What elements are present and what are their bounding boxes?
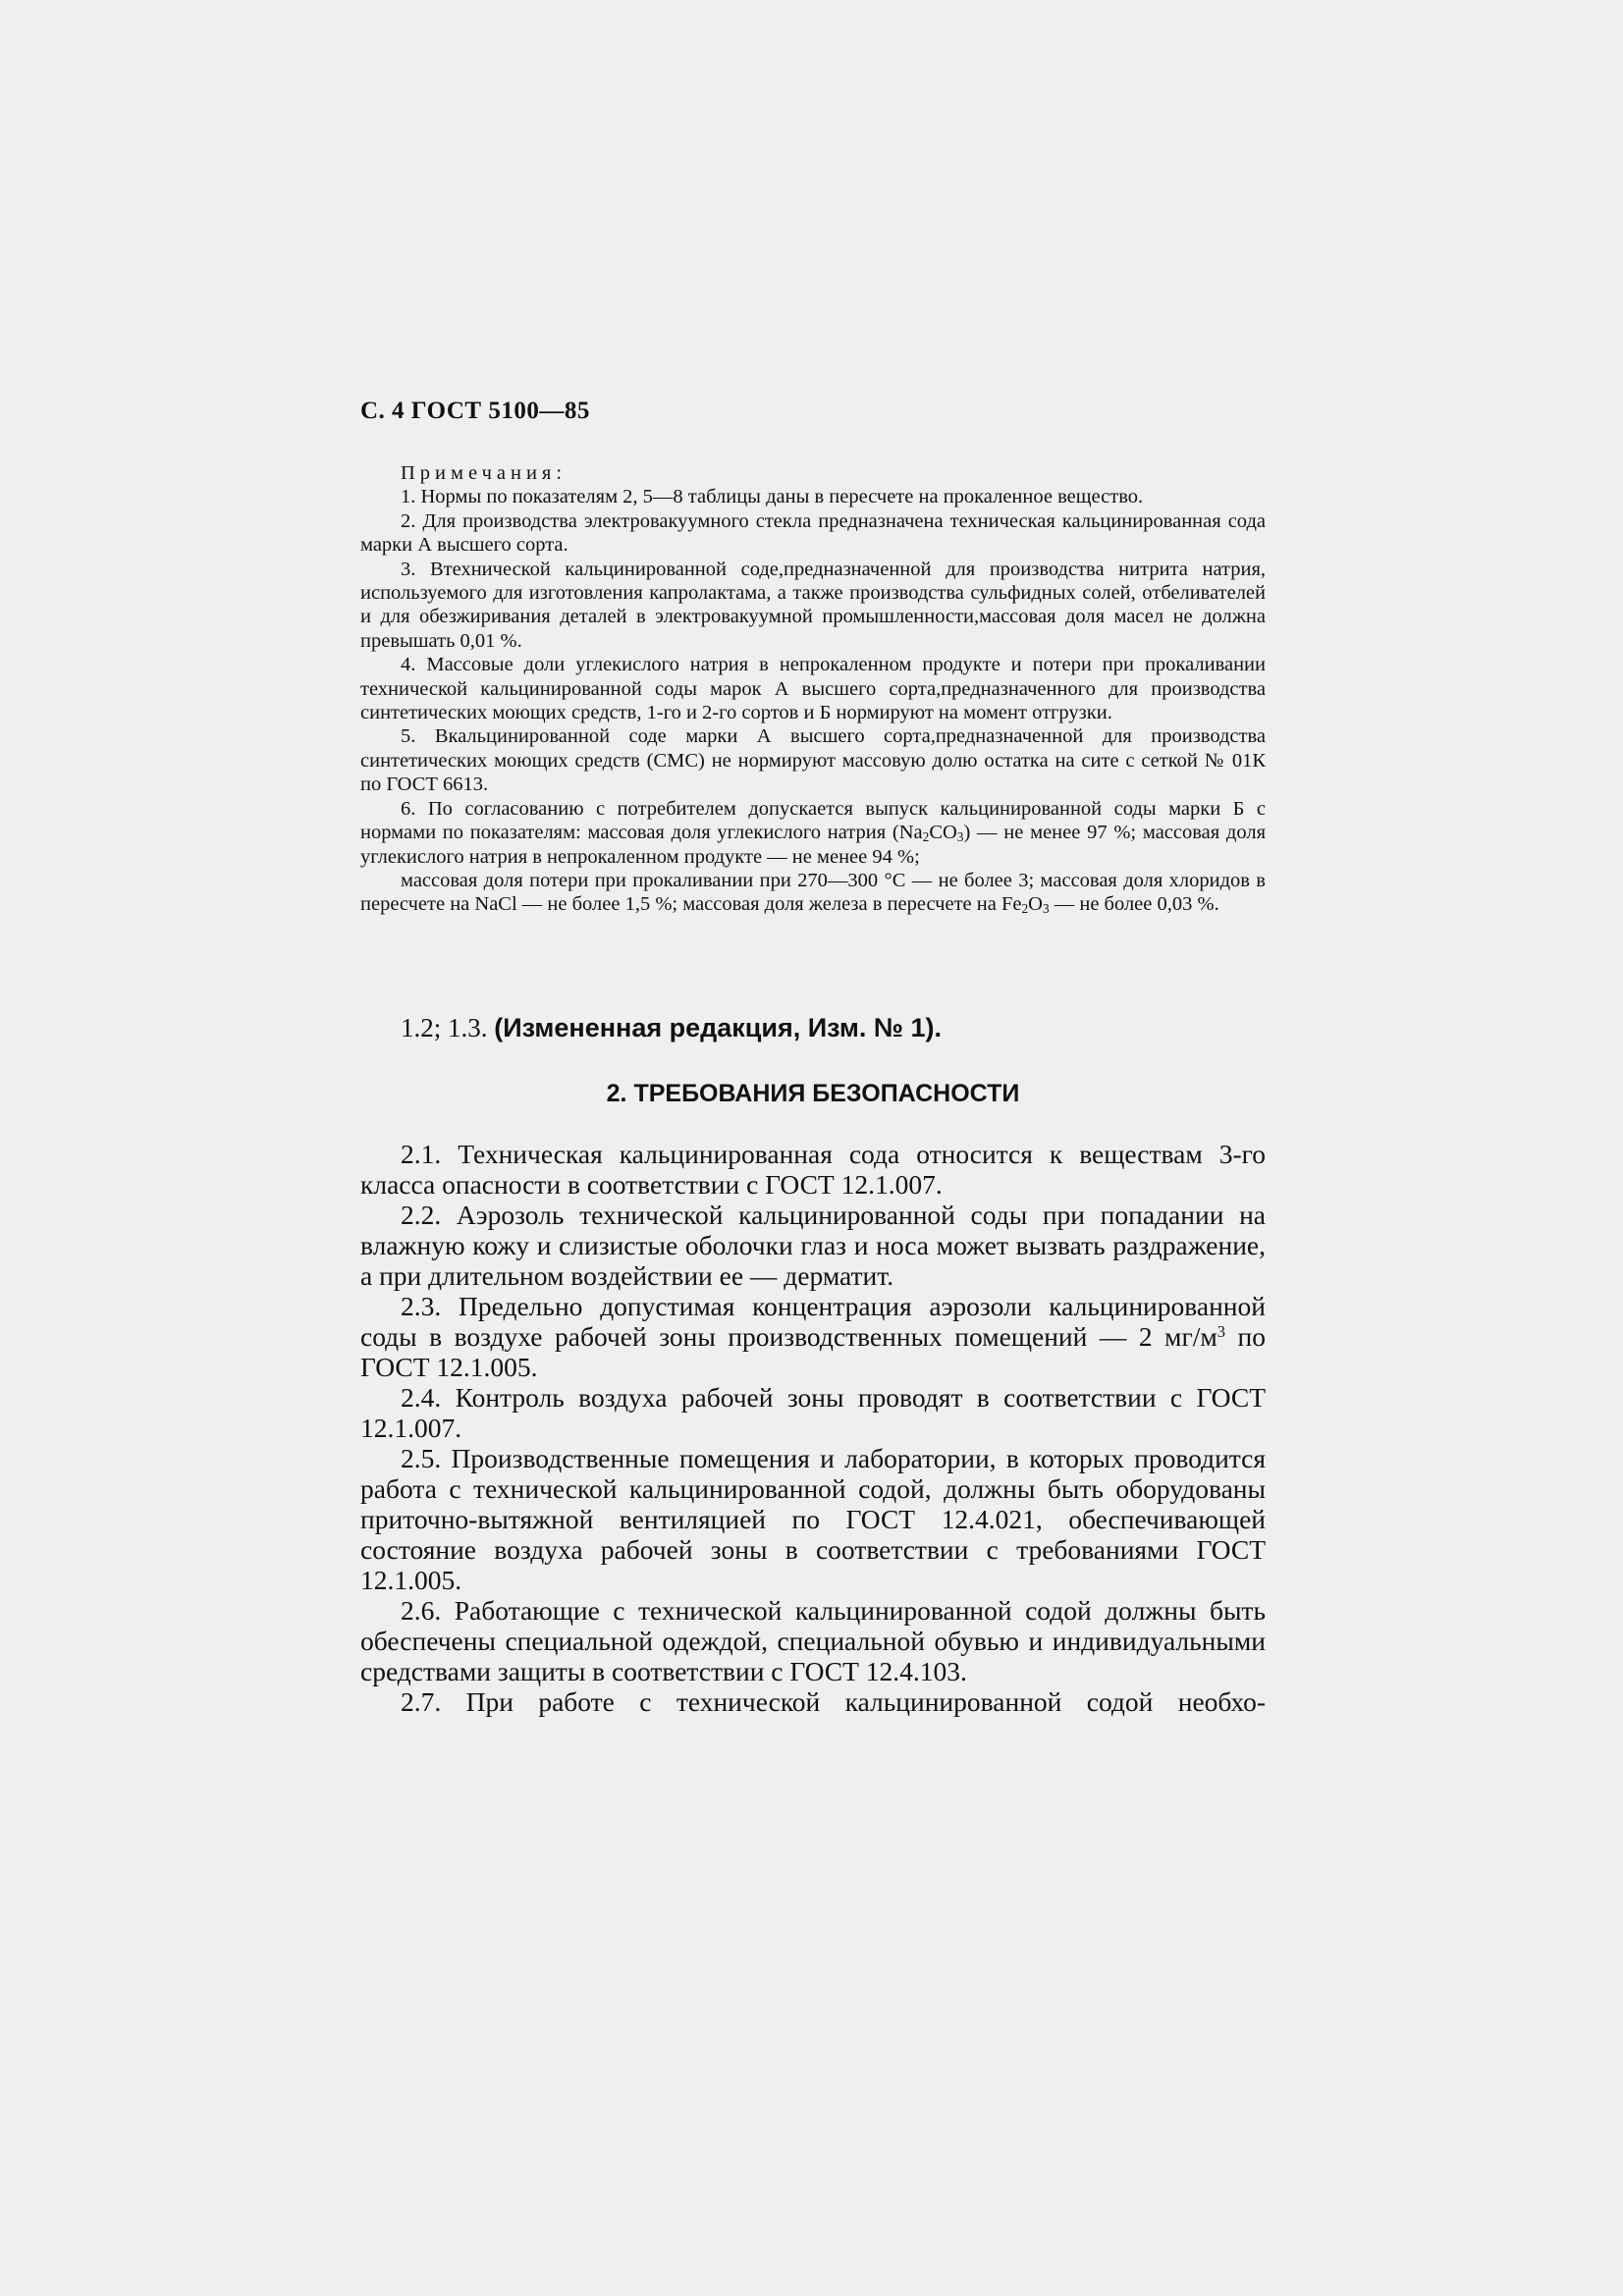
amendment-line [401, 1011, 942, 1044]
notes-title: Примечания: [401, 462, 568, 484]
note-3: 3. Втехнической кальцинированной соде,предназначенной для производства нитрита натрия, используемого для изготовления капролактама, а также производства сульфидных солей, отбеливателей и для обезжиривания деталей в электровакуумной промышленности,массовая доля масел не должна превышать 0,01 %. [360, 558, 1266, 652]
note-1: 1. Нормы по показателям 2, 5—8 таблицы даны в пересчете на прокаленное вещество. [401, 486, 1144, 508]
note-6-cont-sub-2: 3 [1042, 901, 1050, 917]
note-6-continuation [360, 869, 1266, 917]
paragraph-2-5: 2.5. Производственные помещения и лаборатории, в которых проводится работа с технической кальцинированной содой, должны быть оборудованы приточно-вытяжной вентиляцией по ГОСТ 12.4.021, обеспечивающей состояние воздуха рабочей зоны в соответствии с требованиями ГОСТ 12.1.005. [360, 1443, 1266, 1595]
note-6-cont-text-c: — не более 0,03 %. [1049, 893, 1219, 916]
paragraph-2-2: 2.2. Аэрозоль технической кальцинированной соды при попадании на влажную кожу и слизистые оболочки глаз и носа может вызвать раздражение, а при длительном воздействии ее — дерматит. [360, 1200, 1266, 1291]
note-5: 5. Вкальцинированной соде марки А высшего сорта,предназначенной для производства синтетических моющих средств (СМС) не нормируют массовую долю остатка на сите с сеткой № 01К по ГОСТ 6613. [360, 725, 1266, 796]
notes-block [360, 461, 1266, 917]
note-6-cont-text-b: O [1028, 893, 1043, 916]
note-2: 2. Для производства электровакуумного стекла предназначена техническая кальцинированная сода марки А высшего сорта. [360, 509, 1266, 557]
amendment-note: (Измененная редакция, Изм. № 1). [494, 1013, 942, 1042]
note-6-text-c: ) — не менее 97 %; массовая доля углекислого натрия в непрокаленном продукте — не менее 94 %; [360, 822, 1266, 868]
note-6-cont-text-a: массовая доля потери при прокаливании при 270—300 °С — не более 3; массовая доля хлоридов в пересчете на NaCl — не более 1,5 %; массовая доля железа в пересчете на Fe [360, 869, 1266, 916]
paragraph-2-3 [360, 1291, 1266, 1382]
page-header: С. 4 ГОСТ 5100—85 [360, 398, 590, 424]
paragraph-2-3-text-b: по ГОСТ 12.1.005. [360, 1321, 1266, 1382]
note-4: 4. Массовые доли углекислого натрия в непрокаленном продукте и потери при прокаливании технической кальцинированной соды марок А высшего сорта,предназначенного для производства синтетических моющих средств, 1-го и 2-го сортов и Б нормируют на момент отгрузки. [360, 654, 1266, 724]
paragraph-2-3-text-a: 2.3. Предельно допустимая концентрация аэрозоли кальцинированной соды в воздухе рабочей зоны производственных помещений — 2 мг/м [360, 1291, 1266, 1352]
paragraph-2-3-sup: 3 [1217, 1322, 1226, 1341]
section-body [360, 1139, 1266, 1717]
section-title: 2. ТРЕБОВАНИЯ БЕЗОПАСНОСТИ [606, 1080, 1020, 1107]
note-6 [360, 797, 1266, 869]
note-6-sub-1: 2 [922, 829, 930, 845]
paragraph-2-4: 2.4. Контроль воздуха рабочей зоны проводят в соответствии с ГОСТ 12.1.007. [360, 1382, 1266, 1443]
note-6-sub-2: 3 [956, 829, 964, 845]
paragraph-2-6: 2.6. Работающие с технической кальцинированной содой должны быть обеспечены специальной одеждой, специальной обувью и индивидуальными средствами защиты в соответствии с ГОСТ 12.4.103. [360, 1595, 1266, 1686]
note-6-text-a: 6. По согласованию с потребителем допускается выпуск кальцинированной соды марки Б с нормами по показателям: массовая доля углекислого натрия (Na [360, 797, 1266, 844]
note-6-text-b: CO [929, 822, 957, 844]
note-6-cont-sub-1: 2 [1021, 901, 1029, 917]
paragraph-2-7: 2.7. При работе с технической кальцинированной содой необхо- [401, 1686, 1266, 1717]
amendment-ref: 1.2; 1.3. [401, 1013, 488, 1042]
paragraph-2-1: 2.1. Техническая кальцинированная сода относится к веществам 3-го класса опасности в соответствии с ГОСТ 12.1.007. [360, 1139, 1266, 1200]
